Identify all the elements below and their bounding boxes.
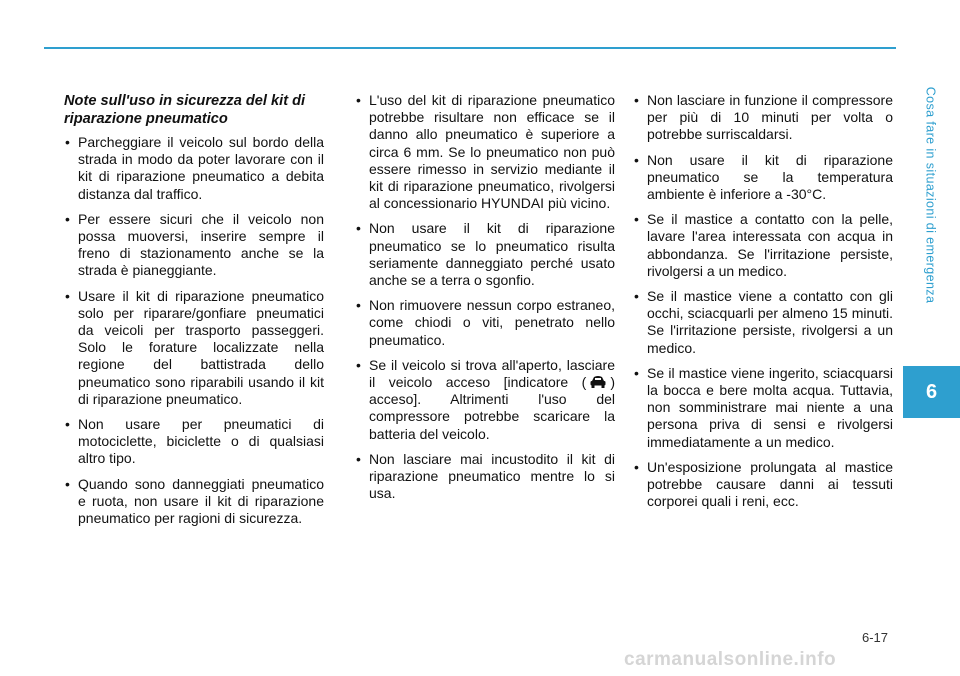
column-3 — [633, 92, 893, 518]
list-item: • Un'esposizione prolungata al mastice potrebbe causare danni ai tessuti corporei quali i reni, ecc. — [633, 459, 893, 511]
watermark: carmanualsonline.info — [624, 649, 837, 670]
header-rule — [44, 47, 896, 49]
column-1 — [64, 92, 324, 535]
list-item: • Non lasciare mai incustodito il kit di riparazione pneumatico mentre lo si usa. — [355, 451, 615, 503]
bullet-list — [64, 134, 324, 527]
chapter-title-text: Cosa fare in situazioni di emergenza — [923, 86, 937, 304]
column-2 — [355, 92, 615, 510]
list-item-text: Se il veicolo si trova all'aperto, lasciare il veicolo acceso [indicatore ( — [369, 356, 615, 391]
list-item-with-icon — [355, 357, 615, 443]
list-item: • Per essere sicuri che il veicolo non possa muoversi, inserire sempre il freno di stazionamento anche se la strada è pianeggiante. — [64, 211, 324, 280]
list-item: • Se il mastice viene a contatto con gli occhi, sciacquarli per almeno 15 minuti. Se l'irritazione persiste, rivolgersi a un medico. — [633, 288, 893, 357]
car-ignition-indicator-icon — [588, 374, 608, 390]
list-item: • Non usare il kit di riparazione pneumatico se lo pneumatico risulta seriamente danneggiato perché usato anche se a terra o sgonfio. — [355, 220, 615, 289]
list-item: • Non usare il kit di riparazione pneumatico se la temperatura ambiente è inferiore a -30°C. — [633, 152, 893, 204]
list-item-text: ) acceso]. Altrimenti l'uso del compressore potrebbe scaricare la batteria del veicolo. — [369, 374, 615, 442]
list-item: • Quando sono danneggiati pneumatico e ruota, non usare il kit di riparazione pneumatico per ragioni di sicurezza. — [64, 476, 324, 528]
list-item: • Usare il kit di riparazione pneumatico solo per riparare/gonfiare pneumatici da veicoli per trasporto passeggeri. Solo le forature localizzate nella regione del battistrada dello pneumatico sono riparabili usando il kit di riparazione pneumatico. — [64, 288, 324, 408]
list-item: • L'uso del kit di riparazione pneumatico potrebbe risultare non efficace se il danno allo pneumatico è superiore a circa 6 mm. Se lo pneumatico non può essere rimesso in servizio mediante il kit di riparazione pneumatico, rivolgersi al concessionario HYUNDAI più vicino. — [355, 92, 615, 212]
section-heading: Note sull'uso in sicurezza del kit di riparazione pneumatico — [64, 93, 306, 127]
list-item: • Se il mastice a contatto con la pelle, lavare l'area interessata con acqua in abbondanza. Se l'irritazione persiste, rivolgersi a un medico. — [633, 211, 893, 280]
bullet-list — [355, 92, 615, 502]
bullet-list — [633, 92, 893, 510]
chapter-side-title — [903, 24, 957, 366]
page-number: 6-17 — [862, 630, 889, 645]
list-item: • Non rimuovere nessun corpo estraneo, come chiodi o viti, penetrato nello pneumatico. — [355, 297, 615, 349]
list-item: • Parcheggiare il veicolo sul bordo della strada in modo da poter lavorare con il kit di riparazione pneumatico a debita distanza dal traffico. — [64, 134, 324, 203]
chapter-number-tab: 6 — [903, 366, 960, 418]
list-item: • Non lasciare in funzione il compressore per più di 10 minuti per volta o potrebbe surriscaldarsi. — [633, 92, 893, 144]
list-item: • Se il mastice viene ingerito, sciacquarsi la bocca e bere molta acqua. Tuttavia, non somministrare mai niente a una persona priva di sensi e rivolgersi immediatamente a un medico. — [633, 365, 893, 451]
list-item: • Non usare per pneumatici di motociclette, biciclette o di qualsiasi altro tipo. — [64, 416, 324, 468]
